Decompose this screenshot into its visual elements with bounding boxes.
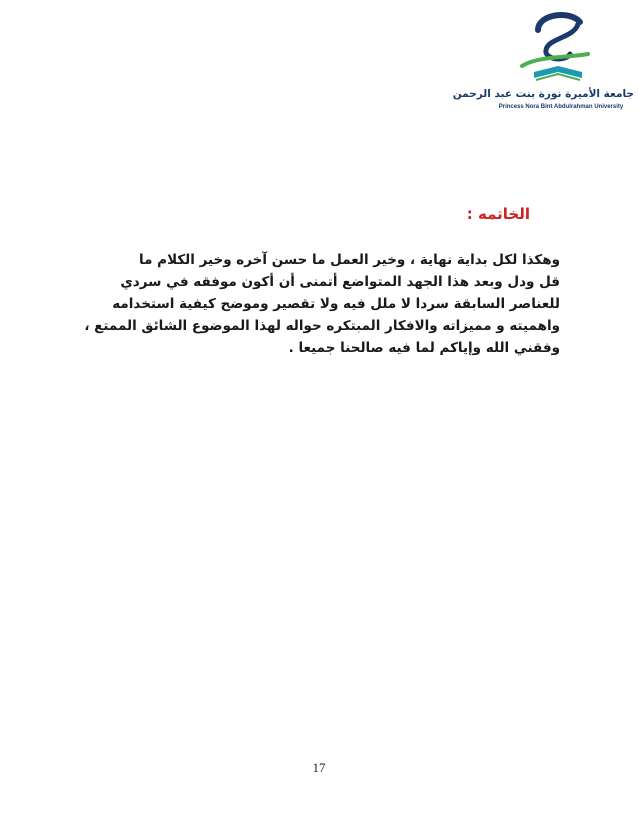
conclusion-heading: الخاتمه : xyxy=(466,205,530,223)
conclusion-paragraph xyxy=(70,249,560,359)
paragraph-line: وهكذا لكل بداية نهاية ، وخير العمل ما حسن آخره وخير الكلام ما xyxy=(139,252,560,268)
paragraph-line: وفقني الله وإياكم لما فيه صالحنا جميعا . xyxy=(288,340,560,356)
page-number: 17 xyxy=(312,760,326,775)
university-emblem-icon xyxy=(508,8,608,86)
paragraph-line: للعناصر السابقة سردا لا ملل فيه ولا تقصير وموضح كيفية استخدامه xyxy=(112,296,560,312)
university-logo xyxy=(452,8,636,120)
logo-english-name: Princess Nora Bint Abdulrahman University xyxy=(498,104,624,110)
logo-arabic-name: جامعة الأميرة نورة بنت عبد الرحمن xyxy=(452,88,634,100)
paragraph-line: واهميته و مميزاته والافكار المبتكره حواله لهذا الموضوع الشائق الممتع ، xyxy=(84,318,560,334)
paragraph-line: قل ودل وبعد هذا الجهد المتواضع أتمنى أن أكون موفقه في سردي xyxy=(120,274,560,290)
